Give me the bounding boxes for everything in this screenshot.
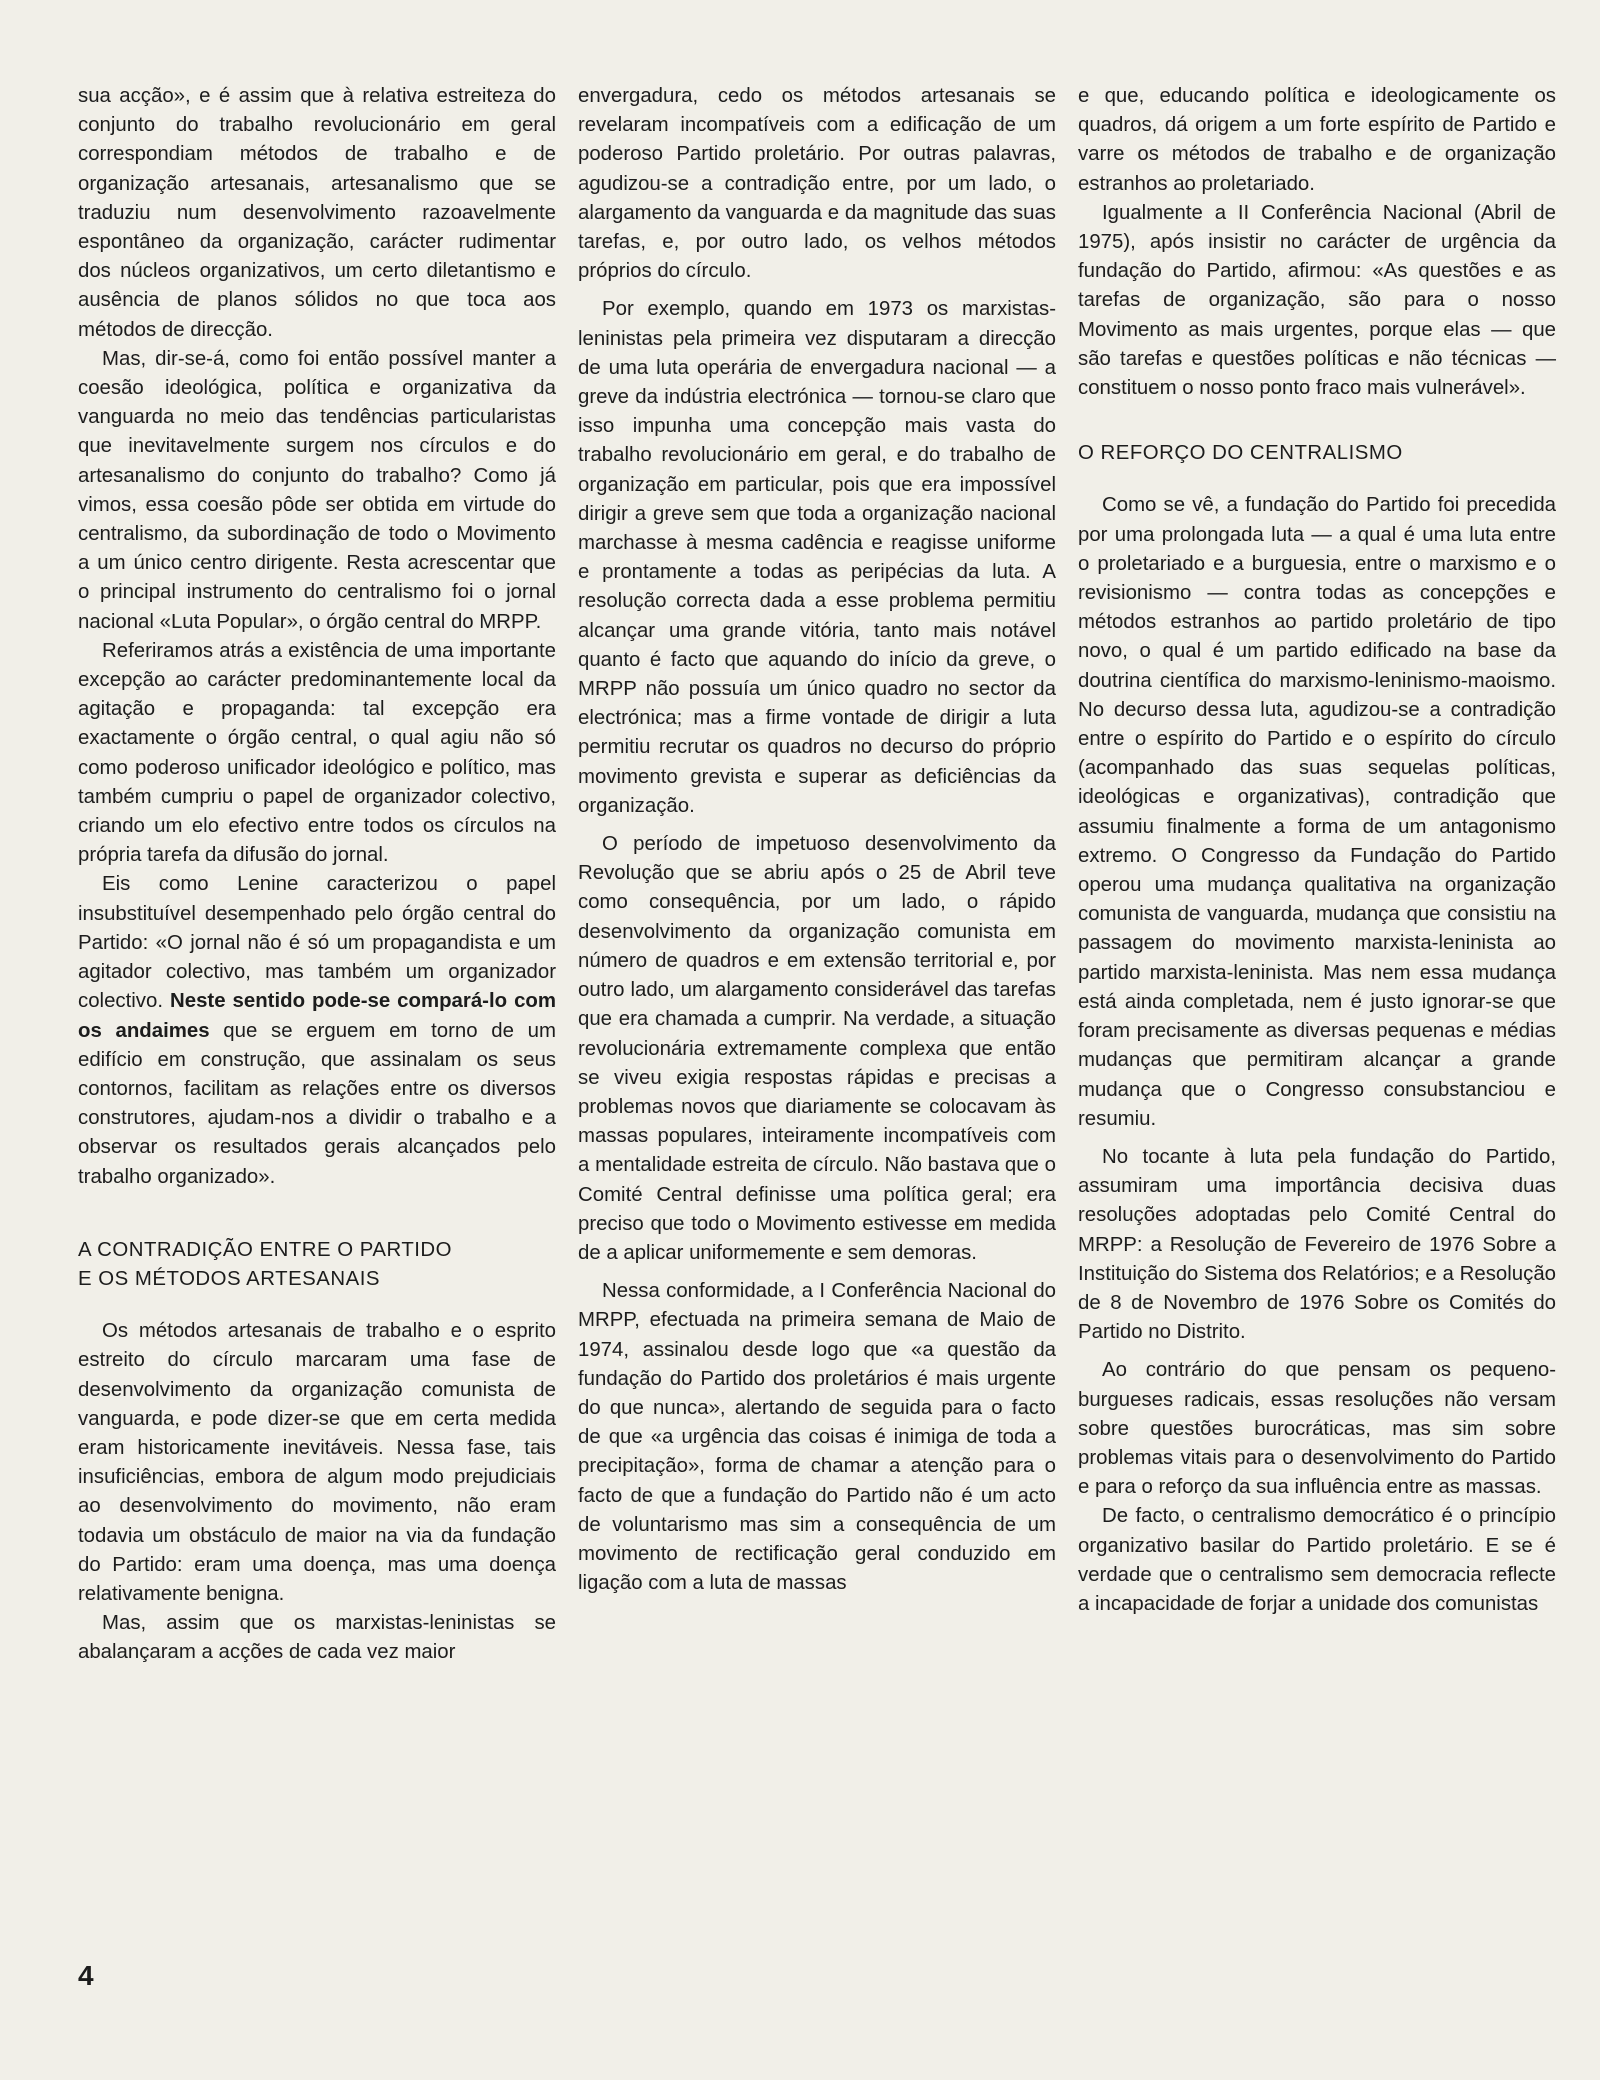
- text-column-2: [578, 82, 1056, 1598]
- paragraph: No tocante à luta pela fundação do Partido, assumiram uma importância decisiva duas resoluções adoptadas pelo Comité Central do MRPP: a Resolução de Fevereiro de 1976 Sobre a Instituição do Sistema dos Relatórios; e a Resolução de 8 de Novembro de 1976 Sobre os Comités do Partido no Distrito.: [1078, 1145, 1556, 1344]
- section-heading-line: A CONTRADIÇÃO ENTRE O PARTIDO: [78, 1238, 453, 1261]
- paragraph: Como se vê, a fundação do Partido foi precedida por uma prolongada luta — a qual é uma luta entre o proletariado e a burguesia, entre o marxismo e o revisionismo — contra todas as concepções e métodos estranhos ao partido proletário de tipo novo, o qual é um partido edificado na base da doutrina científica do marxismo-leninismo-maoismo. No decurso dessa luta, agudizou-se a contradição entre o espírito do Partido e o espírito do círculo (acompanhado das suas sequelas políticas, ideológicas e organizativas), contradição que assumiu finalmente a forma de um antagonismo extremo. O Congresso da Fundação do Partido operou uma mudança qualitativa na organização comunista de vanguarda, mudança que consistiu na passagem do movimento marxista-leninista ao partido marxista-leninista. Mas nem essa mudança está ainda completada, nem é justo ignorar-se que foram precisamente as diversas pequenas e médias mudanças que permitiram alcançar a grande mudança que o Congresso consubstanciou e resumiu.: [1078, 494, 1556, 1130]
- paragraph: Referiramos atrás a existência de uma importante excepção ao carácter predominantemente local da agitação e propaganda: tal excepção era exactamente o órgão central, o qual agiu não só como poderoso unificador ideológico e político, mas também cumpriu o papel de organizador colectivo, criando um elo efectivo entre todos os círculos na própria tarefa da difusão do jornal.: [78, 639, 556, 867]
- text-column-3: [1078, 82, 1556, 1619]
- paragraph: Igualmente a II Conferência Nacional (Abril de 1975), após insistir no carácter de urgência da fundação do Partido, afirmou: «As questões e as tarefas de organização, são para o nosso Movimento as mais urgentes, porque elas — que são tarefas e questões políticas e não técnicas — constituem o nosso ponto fraco mais vulnerável».: [1078, 201, 1556, 400]
- paragraph: e que, educando política e ideologicamente os quadros, dá origem a um forte espírito de Partido e varre os métodos de trabalho e de organização estranhos ao proletariado.: [1078, 85, 1556, 195]
- quote-bold-text: Neste sentido pode-se compará-lo com os andaimes: [78, 990, 556, 1042]
- text-column-1: [78, 82, 556, 1668]
- paragraph: Nessa conformidade, a I Conferência Nacional do MRPP, efectuada na primeira semana de Maio de 1974, assinalou desde logo que «a questão da fundação do Partido dos proletários é mais urgente do que nunca», alertando de seguida para o facto de que «a urgência das coisas é inimiga de toda a precipitação», forma de chamar a atenção para o facto de que a fundação do Partido não é um acto de voluntarismo mas sim a consequência de um movimento de rectificação geral conduzido em ligação com a luta de massas: [578, 1280, 1056, 1595]
- quote-text: que se erguem em torno de um edifício em construção, que assinalam os seus contornos, facilitam as relações entre os diversos construtores, ajudam-nos a dividir o trabalho e a observar os resultados gerais alcançados pelo trabalho organizado».: [78, 1019, 556, 1188]
- section-heading-line: E OS MÉTODOS ARTESANAIS: [78, 1267, 380, 1290]
- paragraph: Mas, dir-se-á, como foi então possível manter a coesão ideológica, política e organizativa da vanguarda no meio das tendências particularistas que inevitavelmente surgem nos círculos e do artesanalismo do conjunto do trabalho? Como já vimos, essa coesão pôde ser obtida em virtude do centralismo, da subordinação de todo o Movimento a um único centro dirigente. Resta acrescentar que o principal instrumento do centralismo foi o jornal nacional «Luta Popular», o órgão central do MRPP.: [78, 347, 556, 633]
- paragraph: Por exemplo, quando em 1973 os marxistas-leninistas pela primeira vez disputaram a direcção de uma luta operária de envergadura nacional — a greve da indústria electrónica — tornou-se claro que isso impunha uma concepção mais vasta do trabalho revolucionário em geral, e do trabalho de organização em particular, pois que era impossível dirigir a greve sem que toda a organização nacional marchasse à mesma cadência e reagisse uniforme e prontamente a todas as peripécias da luta. A resolução correcta dada a esse problema permitiu alcançar uma grande vitória, tanto mais notável quanto é facto que aquando do início da greve, o MRPP não possuía um único quadro no sector da electrónica; mas a firme vontade de dirigir a luta permitiu recrutar os quadros no decurso do próprio movimento grevista e superar as deficiências da organização.: [578, 298, 1056, 817]
- section-heading: [78, 1236, 556, 1294]
- paragraph: Os métodos artesanais de trabalho e o esprito estreito do círculo marcaram uma fase de desenvolvimento da organização comunista de vanguarda, e pode dizer-se que em certa medida eram historicamente inevitáveis. Nessa fase, tais insuficiências, embora de algum modo prejudiciais ao desenvolvimento do movimento, não eram todavia um obstáculo de maior na via da fundação do Partido: eram uma doença, mas uma doença relativamente benigna.: [78, 1320, 556, 1605]
- paragraph: Ao contrário do que pensam os pequeno-burgueses radicais, essas resoluções não versam sobre questões burocráticas, mas sim sobre problemas vitais para o desenvolvimento do Partido e para o reforço da sua influência entre as massas.: [1078, 1359, 1556, 1499]
- quote-text: Eis como Lenine caracterizou o papel insubstituível desempenhado pelo órgão central do Partido: «O jornal não é só um propagandista e um agitador colectivo, mas também um organizador colectivo.: [78, 873, 556, 1013]
- paragraph: sua acção», e é assim que à relativa estreiteza do conjunto do trabalho revolucionário em geral correspondiam métodos de trabalho e de organização artesanais, artesanalismo que se traduziu num desenvolvimento razoavelmente espontâneo da organização, carácter rudimentar dos núcleos organizativos, um certo diletantismo e ausência de planos sólidos no que toca aos métodos de direcção.: [78, 85, 556, 341]
- paragraph: Mas, assim que os marxistas-leninistas se abalançaram a acções de cada vez maior: [78, 1612, 556, 1664]
- paragraph: De facto, o centralismo democrático é o princípio organizativo basilar do Partido proletário. E se é verdade que o centralismo sem democracia reflecte a incapacidade de forjar a unidade dos comunistas: [1078, 1505, 1556, 1615]
- paragraph: envergadura, cedo os métodos artesanais se revelaram incompatíveis com a edificação de um poderoso Partido proletário. Por outras palavras, agudizou-se a contradição entre, por um lado, o alargamento da vanguarda e da magnitude das suas tarefas, e, por outro lado, os velhos métodos próprios do círculo.: [578, 85, 1056, 283]
- paragraph: O período de impetuoso desenvolvimento da Revolução que se abriu após o 25 de Abril teve como consequência, por um lado, o rápido desenvolvimento da organização comunista em número de quadros e em extensão territorial e, por outro lado, um alargamento considerável das tarefas que era chamada a cumprir. Na verdade, a situação revolucionária extremamente complexa que então se viveu exigia respostas rápidas e precisas a problemas novos que diariamente se colocavam às massas populares, inteiramente incompatíveis com a mentalidade estreita de círculo. Não bastava que o Comité Central definisse uma política geral; era preciso que todo o Movimento estivesse em medida de a aplicar uniformemente e sem demoras.: [578, 833, 1056, 1264]
- page-number: 4: [78, 1960, 94, 1991]
- paragraph-lenin-quote: [78, 870, 556, 1191]
- section-heading: O REFORÇO DO CENTRALISMO: [1078, 442, 1403, 465]
